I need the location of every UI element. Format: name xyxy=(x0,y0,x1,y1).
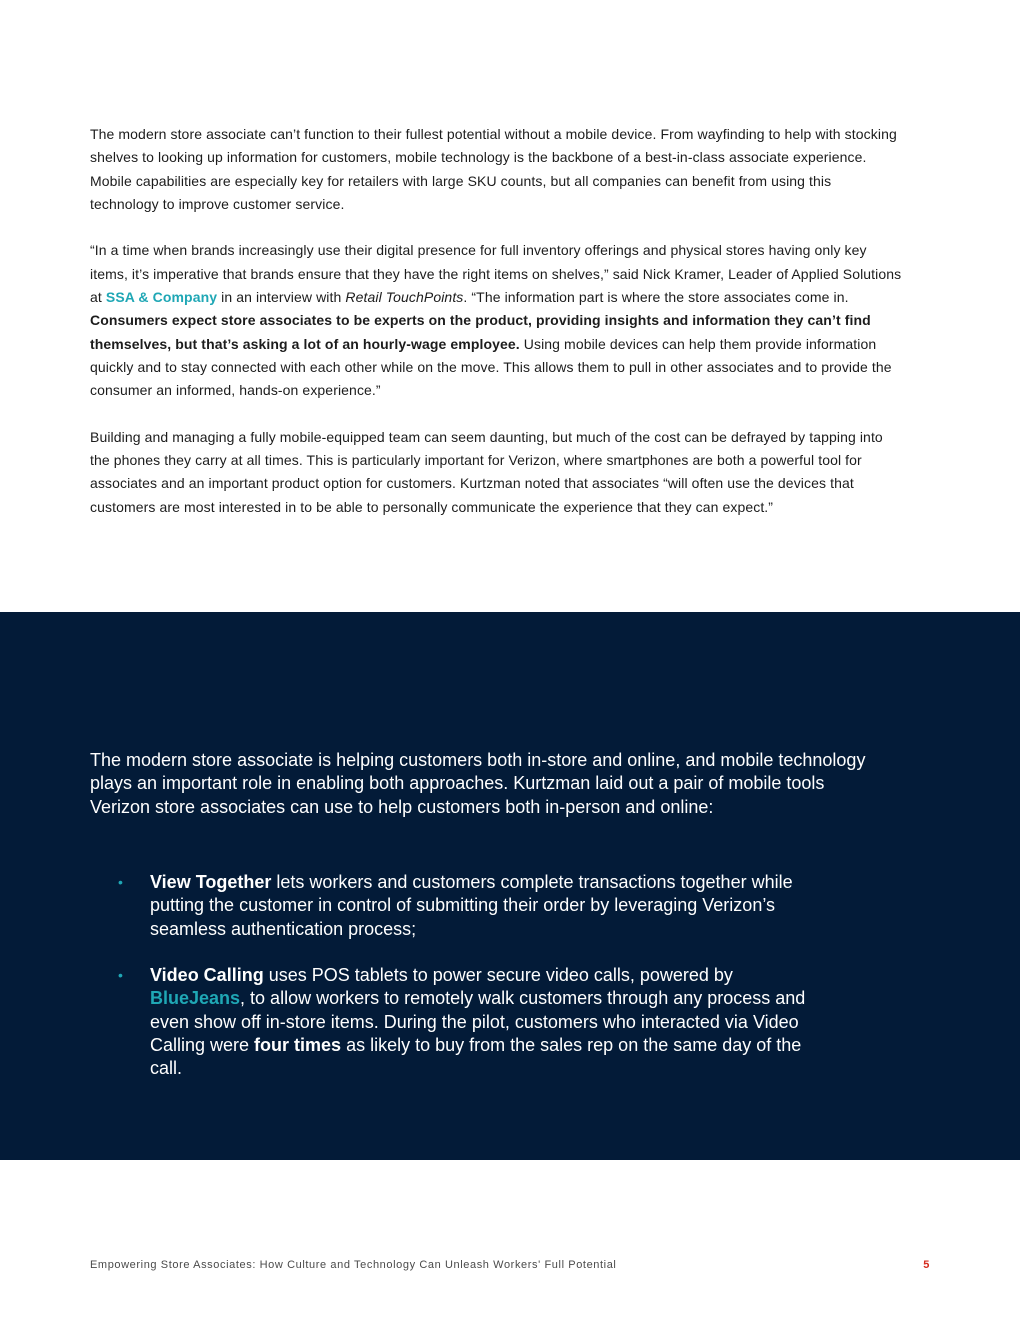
quote-text-1: “In a time when brands increasingly use their digital presence for full inventory offerings and physical stores having only key items, it’s imperative that brands ensure that they have the right items on shelves,” said Nick Kramer, Leader of Applied Solutions at xyxy=(90,242,902,306)
list-item xyxy=(0,871,822,941)
page-number: 5 xyxy=(923,1259,930,1271)
video-calling-text-2: , to allow workers to remotely walk customers through any process and even show off in-store items. During the pilot, customers who interacted via Video Calling were xyxy=(150,988,806,1056)
quote-text-4: Using mobile devices can help them provide information quickly and to stay connected with each other while on the move. This allows them to pull in other associates and to provide the consumer an informed, hands-on experience.” xyxy=(90,335,892,399)
quote-bold: Consumers expect store associates to be experts on the product, providing insights and information they can’t find themselves, but that’s asking a lot of an hourly-wage employee. xyxy=(90,312,871,352)
body-text xyxy=(90,123,902,519)
video-calling-text-1: uses POS tablets to power secure video calls, powered by xyxy=(263,965,733,986)
list-item xyxy=(0,964,822,1080)
video-calling-bold: four times xyxy=(254,1035,342,1056)
feature-band xyxy=(0,612,1020,1160)
footer-title: Empowering Store Associates: How Culture and Technology Can Unleash Workers' Full Potential xyxy=(90,1259,617,1271)
video-calling-term: Video Calling xyxy=(150,965,264,986)
publication-name: Retail TouchPoints xyxy=(345,289,464,306)
video-calling-text-3: as likely to buy from the sales rep on the same day of the call. xyxy=(150,1035,802,1079)
bullet-icon: • xyxy=(118,967,123,984)
view-together-text: lets workers and customers complete transactions together while putting the customer in control of submitting their order by leveraging Verizon’s seamless authentication process; xyxy=(150,872,793,939)
page-footer xyxy=(90,1259,930,1275)
quote-text-2: in an interview with xyxy=(217,289,346,306)
bullet-icon: • xyxy=(118,874,123,890)
band-intro: The modern store associate is helping customers both in-store and online, and mobile technology plays an important role in enabling both approaches. Kurtzman laid out a pair of mobile tools Verizon store associates can use to help customers both in-person and online: xyxy=(90,750,866,817)
tools-list xyxy=(0,871,1020,1104)
quote-text-3: . “The information part is where the store associates come in. xyxy=(463,289,849,306)
paragraph-mobile-team: Building and managing a fully mobile-equipped team can seem daunting, but much of the cost can be defrayed by tapping into the phones they carry at all times. This is particularly important for Verizon, where smartphones are both a powerful tool for associates and an important product option for customers. Kurtzman noted that associates “will often use the devices that customers are most interested in to be able to personally communicate the experience that they can expect.” xyxy=(90,428,883,515)
paragraph-mobile-device: The modern store associate can’t function to their fullest potential without a mobile device. From wayfinding to help with stocking shelves to looking up information for customers, mobile technology is the backbone of a best-in-class associate experience. Mobile capabilities are especially key for retailers with large SKU counts, but all companies can benefit from using this technology to improve customer service. xyxy=(90,126,897,212)
bluejeans-link[interactable]: BlueJeans xyxy=(150,988,241,1009)
paragraph-quote xyxy=(90,239,902,402)
view-together-term: View Together xyxy=(150,872,272,892)
ssa-company-link[interactable]: SSA & Company xyxy=(105,289,218,306)
